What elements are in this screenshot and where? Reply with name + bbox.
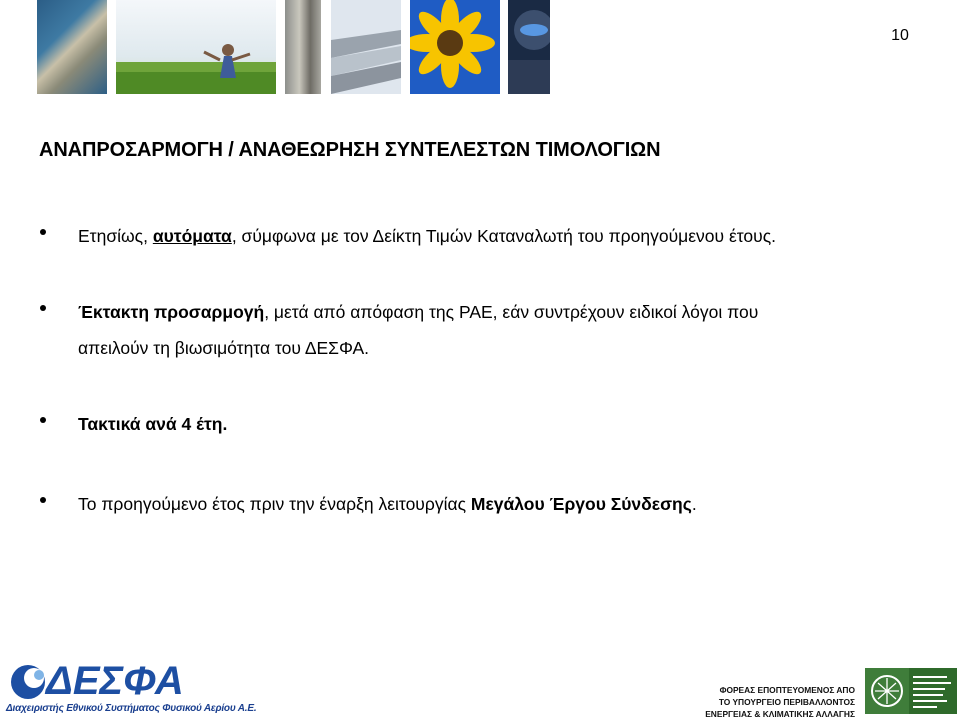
gas-pipes-photo <box>331 0 401 94</box>
desfa-caption: Διαχειριστής Εθνικού Συστήματος Φυσικού Αερίου Α.Ε. <box>6 703 257 714</box>
sunflower-photo <box>410 0 500 94</box>
bullet-emphasis: Μεγάλου Έργου Σύνδεσης <box>470 494 692 514</box>
bullet-text-post: , σύμφωνα με τον Δείκτη Τιμών Καταναλωτή του προηγούμενου έτους. <box>231 226 777 246</box>
slide-title: ΑΝΑΠΡΟΣΑΡΜΟΓΗ / ΑΝΑΘΕΩΡΗΣΗ ΣΥΝΤΕΛΕΣΤΩΝ ΤΙΜΟΛΟΓΙΩΝ <box>39 139 661 161</box>
footer <box>0 650 960 718</box>
page-number: 10 <box>891 27 909 44</box>
bullet-emphasis: Έκτακτη προσαρμογή <box>78 302 265 322</box>
ministry-caption-line: ΤΟ ΥΠΟΥΡΓΕΙΟ ΠΕΡΙΒΑΛΛΟΝΤΟΣ <box>718 697 855 707</box>
ministry-caption-line: ΕΝΕΡΓΕΙΑΣ & ΚΛΙΜΑΤΙΚΗΣ ΑΛΛΑΓΗΣ <box>705 709 855 719</box>
pipeline-valve-photo <box>285 0 321 94</box>
bullet-emphasis: αυτόματα <box>152 226 232 246</box>
bullet-dot <box>40 497 46 503</box>
ministry-caption-line: ΦΟΡΕΑΣ ΕΠΟΠΤΕΥΟΜΕΝΟΣ ΑΠΟ <box>719 685 855 695</box>
bullet-text-post: . <box>691 494 697 514</box>
bullet-text-line2: απειλούν τη βιωσιμότητα του ΔΕΣΦΑ. <box>78 338 369 358</box>
desfa-logo-text: ΔΕΣΦΑ <box>46 659 184 703</box>
bullet-text <box>78 408 878 441</box>
bullet-emphasis: Τακτικά ανά 4 έτη. <box>78 414 228 434</box>
bullet-text-pre: Το προηγούμενο έτος πριν την έναρξη λειτουργίας <box>78 494 471 514</box>
ministry-logo <box>865 668 957 714</box>
bullet-text <box>78 296 878 329</box>
bullet-dot <box>40 305 46 311</box>
bullet-dot <box>40 229 46 235</box>
bullet-text <box>78 220 878 253</box>
bullet-text <box>78 488 878 521</box>
ministry-caption <box>700 684 855 720</box>
bullet-text-pre: Ετησίως, <box>78 226 153 246</box>
bullet-text-post: , μετά από απόφαση της ΡΑΕ, εάν συντρέχουν ειδικοί λόγοι που <box>264 302 759 322</box>
gas-burner-photo <box>508 0 550 94</box>
child-in-meadow-photo <box>116 0 276 94</box>
bullet-dot <box>40 417 46 423</box>
island-aerial-photo <box>37 0 107 94</box>
